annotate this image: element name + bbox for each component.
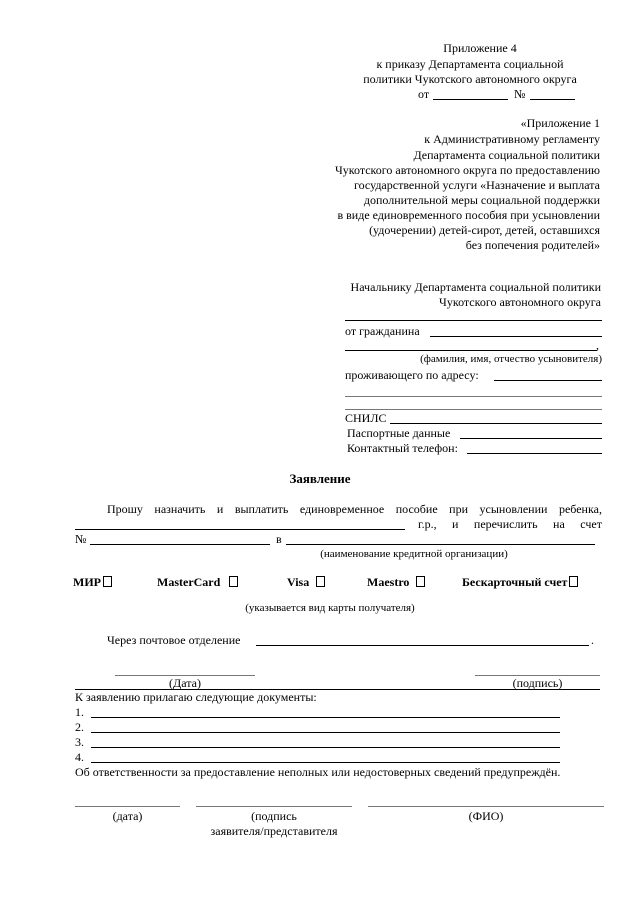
document-title: Заявление — [289, 471, 351, 486]
signature-caption-2-line2: заявителя/представителя — [210, 824, 338, 838]
year-word: и — [452, 517, 459, 531]
year-word: счет — [580, 517, 602, 531]
addressee-line2: Чукотского автономного округа — [439, 295, 601, 309]
card-checkbox-mir[interactable] — [103, 576, 112, 587]
year-word: на — [553, 517, 565, 531]
citizen-name-field-2[interactable] — [345, 350, 597, 351]
request-word: ребенка, — [558, 502, 602, 516]
from-citizen-label: от гражданина — [345, 324, 420, 338]
card-option-mir[interactable] — [73, 575, 112, 589]
request-word: назначить — [154, 502, 206, 516]
snils-label: СНИЛС — [345, 411, 387, 425]
child-info-field[interactable] — [75, 529, 405, 530]
attachment-item-number: 2. — [75, 720, 84, 734]
phone-label: Контактный телефон: — [347, 441, 458, 455]
annex1-line: к Административному регламенту — [424, 132, 600, 146]
passport-field[interactable] — [460, 438, 602, 439]
card-option-label: Visa — [287, 575, 310, 589]
signature-caption-2: (подпись — [251, 809, 297, 823]
annex1-line: «Приложение 1 — [520, 116, 600, 130]
address-field[interactable] — [494, 380, 602, 381]
request-word: Прошу — [107, 502, 143, 516]
post-office-label: Через почтовое отделение — [107, 633, 241, 647]
fio-caption: (ФИО) — [468, 809, 504, 823]
snils-field[interactable] — [390, 423, 602, 424]
annex1-line: Чукотского автономного округа по предоставлению — [334, 163, 600, 177]
year-line — [418, 517, 602, 531]
fio-line[interactable] — [368, 806, 604, 807]
request-word: усыновлении — [479, 502, 548, 516]
attachment-field[interactable] — [91, 747, 560, 748]
request-word: выплатить — [234, 502, 289, 516]
request-word: пособие — [395, 502, 438, 516]
attachments-intro: К заявлению прилагаю следующие документы: — [75, 690, 317, 704]
card-option-visa[interactable] — [287, 575, 325, 589]
annex4-dept-line: политики Чукотского автономного округа — [363, 72, 577, 86]
attachment-field[interactable] — [91, 732, 560, 733]
address-field-2[interactable] — [345, 396, 602, 397]
year-word: г.р., — [418, 517, 437, 531]
request-line — [107, 502, 602, 516]
attachment-field[interactable] — [91, 717, 560, 718]
annex4-date-blank[interactable] — [433, 99, 508, 100]
fio-hint: (фамилия, имя, отчество усыновителя) — [420, 353, 602, 365]
annex4-number-blank[interactable] — [530, 99, 575, 100]
card-checkbox-cardless[interactable] — [569, 576, 578, 587]
passport-label: Паспортные данные — [347, 426, 451, 440]
annex4-order-line: к приказу Департамента социальной — [376, 57, 564, 71]
card-option-label: Maestro — [367, 575, 410, 589]
post-office-field[interactable] — [256, 645, 589, 646]
year-word: перечислить — [473, 517, 538, 531]
attachment-item-number: 4. — [75, 750, 84, 764]
account-number-sign: № — [75, 532, 87, 546]
annex1-line: (удочерении) детей-сирот, детей, оставшихся — [369, 223, 600, 237]
annex4-title: Приложение 4 — [443, 41, 517, 55]
card-option-mastercard[interactable] — [157, 575, 238, 589]
annex1-line: Департамента социальной политики — [413, 148, 600, 162]
annex4-date-prefix: от — [418, 87, 430, 101]
signature-line-2[interactable] — [196, 806, 352, 807]
annex1-line: без попечения родителей» — [465, 238, 600, 252]
date-caption-2: (дата) — [112, 809, 143, 823]
residing-label: проживающего по адресу: — [345, 368, 479, 382]
card-checkbox-maestro[interactable] — [416, 576, 425, 587]
date-caption-1: (Дата) — [169, 676, 201, 690]
request-word: единовременное — [299, 502, 385, 516]
bank-in-label: в — [276, 532, 282, 546]
card-option-label: MasterCard — [157, 575, 221, 589]
post-office-end: . — [591, 633, 594, 647]
date-line-2[interactable] — [75, 806, 180, 807]
account-number-field[interactable] — [90, 544, 270, 545]
citizen-name-field[interactable] — [430, 336, 602, 337]
card-checkbox-mastercard[interactable] — [229, 576, 238, 587]
annex1-line: в виде единовременного пособия при усыновлении — [337, 208, 600, 222]
card-option-cardless[interactable] — [462, 575, 578, 589]
annex1-line: дополнительной меры социальной поддержки — [363, 193, 600, 207]
addressee-line1: Начальнику Департамента социальной политики — [350, 280, 601, 294]
phone-field[interactable] — [467, 453, 602, 454]
address-field-3[interactable] — [345, 409, 602, 410]
annex4-number-sign: № — [514, 87, 526, 101]
bank-hint: (наименование кредитной организации) — [320, 548, 508, 560]
attachment-item-number: 1. — [75, 705, 84, 719]
attachment-field[interactable] — [91, 762, 560, 763]
annex1-line: государственной услуги «Назначение и выплата — [353, 178, 600, 192]
addressee-blank-line[interactable] — [345, 320, 602, 321]
request-word: при — [449, 502, 469, 516]
bank-name-field[interactable] — [286, 544, 595, 545]
responsibility-warning: Об ответственности за предоставление неполных или недостоверных сведений предупреждён. — [75, 765, 561, 779]
comma: , — [596, 338, 599, 352]
card-option-maestro[interactable] — [367, 575, 425, 589]
attachment-item-number: 3. — [75, 735, 84, 749]
request-word: и — [216, 502, 224, 516]
signature-caption-1: (подпись) — [512, 676, 563, 690]
card-hint: (указывается вид карты получателя) — [245, 602, 415, 614]
card-option-label: МИР — [73, 575, 101, 589]
card-option-label: Бескарточный счет — [462, 575, 568, 589]
card-checkbox-visa[interactable] — [316, 576, 325, 587]
